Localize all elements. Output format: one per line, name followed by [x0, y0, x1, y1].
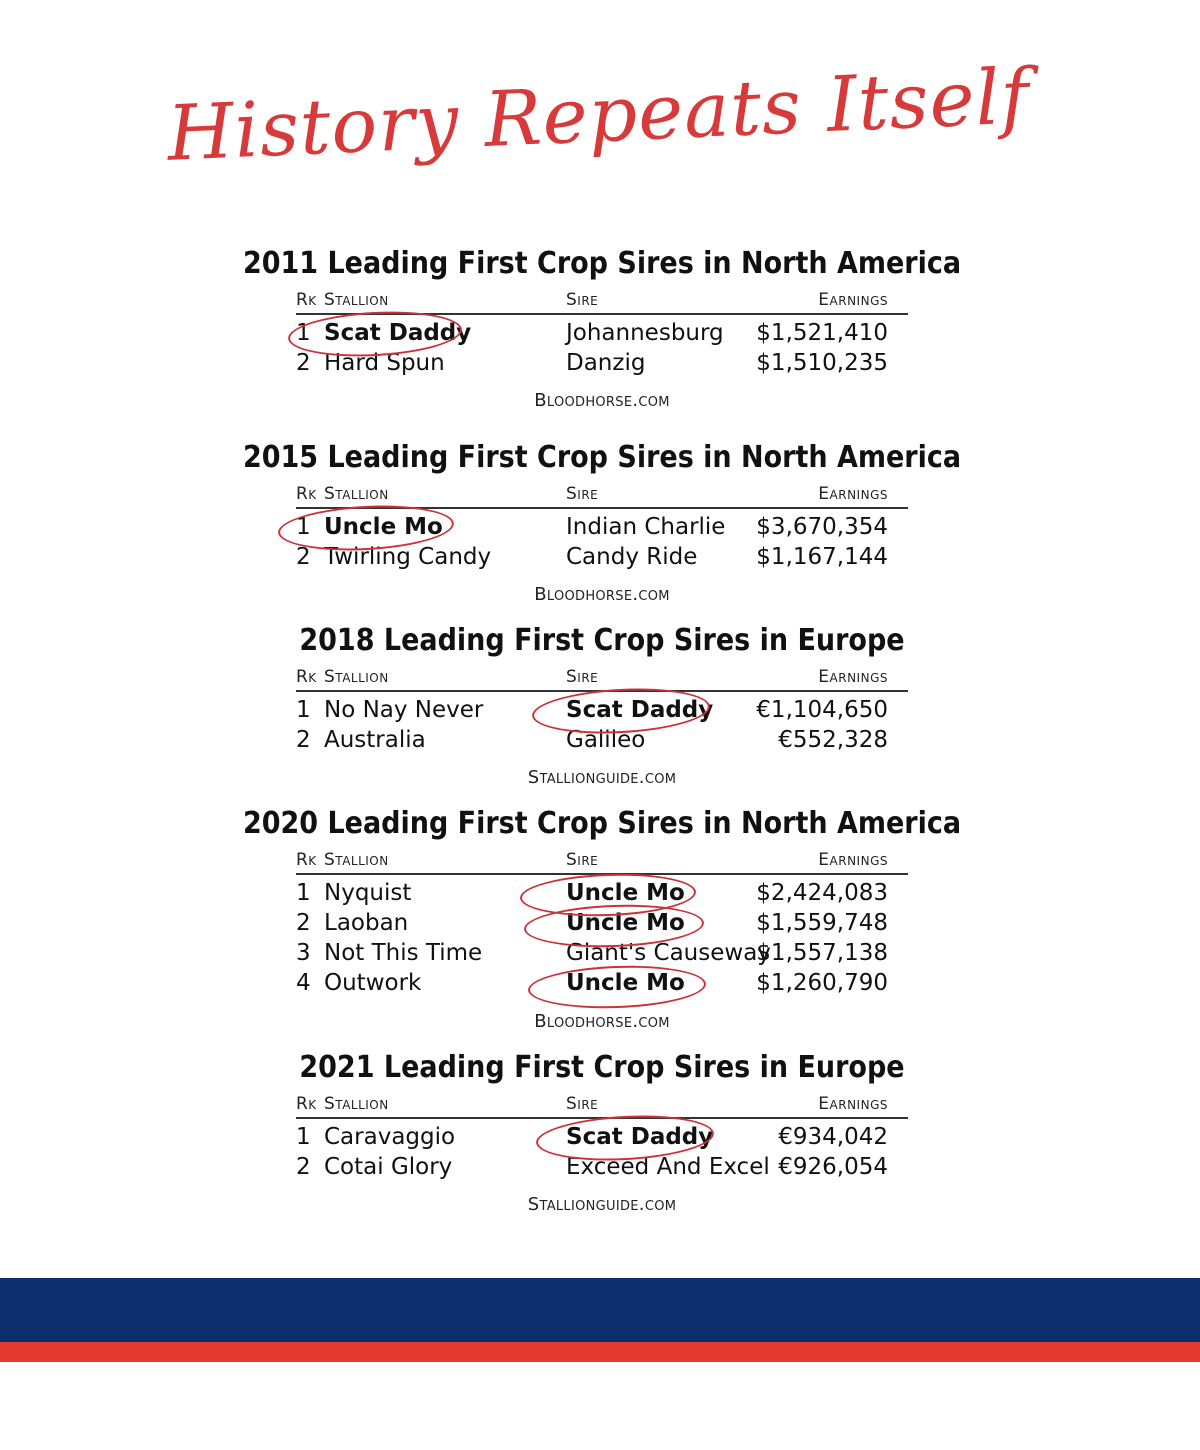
- rank-cell: 2: [296, 544, 311, 570]
- sire-cell: Danzig: [566, 350, 646, 376]
- stallion-cell: Not This Time: [324, 940, 483, 966]
- rank-cell: 2: [296, 727, 311, 753]
- sire-cell: Uncle Mo: [566, 880, 685, 906]
- col-rank-header: Rk: [296, 850, 317, 870]
- stallion-cell: Cotai Glory: [324, 1154, 453, 1180]
- table-row: [296, 348, 908, 378]
- col-rank-header: Rk: [296, 667, 317, 687]
- col-rank-header: Rk: [296, 290, 317, 310]
- source-credit: Bloodhorse.com: [534, 1011, 670, 1032]
- table-row: [296, 938, 908, 968]
- col-sire-header: Sire: [566, 290, 599, 310]
- col-stallion-header: Stallion: [324, 290, 389, 310]
- col-sire-header: Sire: [566, 667, 599, 687]
- stallion-cell: No Nay Never: [324, 697, 484, 723]
- table-header: [296, 850, 908, 872]
- source-credit: Bloodhorse.com: [534, 390, 670, 411]
- sire-cell: Candy Ride: [566, 544, 698, 570]
- col-sire-header: Sire: [566, 1094, 599, 1114]
- header-divider: [296, 873, 908, 875]
- col-sire-header: Sire: [566, 850, 599, 870]
- col-sire-header: Sire: [566, 484, 599, 504]
- table-header: [296, 1094, 908, 1116]
- earnings-cell: $1,510,235: [756, 350, 888, 376]
- rank-cell: 2: [296, 1154, 311, 1180]
- col-rank-header: Rk: [296, 1094, 317, 1114]
- stallion-cell: Scat Daddy: [324, 320, 472, 346]
- table-2018: [296, 623, 908, 793]
- sire-cell: Scat Daddy: [566, 697, 714, 723]
- header-divider: [296, 313, 908, 315]
- rank-cell: 4: [296, 970, 311, 996]
- table-2020: [242, 806, 962, 1036]
- table-row: [296, 908, 908, 938]
- footer-band-blue: [0, 1278, 1200, 1342]
- table-row: [296, 1122, 908, 1152]
- stallion-cell: Caravaggio: [324, 1124, 456, 1150]
- rank-cell: 1: [296, 1124, 311, 1150]
- table-row: [296, 695, 908, 725]
- col-earnings-header: Earnings: [818, 484, 888, 504]
- footer-band-red: [0, 1342, 1200, 1362]
- table-row: [296, 1152, 908, 1182]
- earnings-cell: $3,670,354: [756, 514, 888, 540]
- table-header: [296, 484, 908, 506]
- col-earnings-header: Earnings: [818, 667, 888, 687]
- table-title: 2015 Leading First Crop Sires in North America: [242, 440, 962, 475]
- col-earnings-header: Earnings: [818, 290, 888, 310]
- header-divider: [296, 507, 908, 509]
- table-row: [296, 725, 908, 755]
- col-stallion-header: Stallion: [324, 850, 389, 870]
- earnings-cell: $1,559,748: [756, 910, 888, 936]
- source-credit: Bloodhorse.com: [534, 584, 670, 605]
- table-title: 2021 Leading First Crop Sires in Europe: [299, 1050, 905, 1085]
- earnings-cell: €1,104,650: [756, 697, 888, 723]
- table-title: 2018 Leading First Crop Sires in Europe: [299, 623, 905, 658]
- rank-cell: 3: [296, 940, 311, 966]
- rank-cell: 1: [296, 697, 311, 723]
- earnings-cell: $1,260,790: [756, 970, 888, 996]
- table-2021: [296, 1050, 908, 1220]
- rank-cell: 1: [296, 514, 311, 540]
- stallion-cell: Outwork: [324, 970, 422, 996]
- page-title: History Repeats Itself: [165, 51, 1032, 178]
- table-header: [296, 667, 908, 689]
- table-row: [296, 512, 908, 542]
- source-credit: Stallionguide.com: [527, 1194, 677, 1215]
- table-title: 2011 Leading First Crop Sires in North America: [242, 246, 962, 281]
- earnings-cell: $1,167,144: [756, 544, 888, 570]
- earnings-cell: $2,424,083: [756, 880, 888, 906]
- sire-cell: Galileo: [566, 727, 646, 753]
- stallion-cell: Australia: [324, 727, 426, 753]
- sire-cell: Johannesburg: [566, 320, 724, 346]
- col-earnings-header: Earnings: [818, 850, 888, 870]
- rank-cell: 1: [296, 880, 311, 906]
- sire-cell: Indian Charlie: [566, 514, 726, 540]
- col-stallion-header: Stallion: [324, 667, 389, 687]
- sire-cell: Exceed And Excel: [566, 1154, 770, 1180]
- table-row: [296, 968, 908, 998]
- sire-cell: Scat Daddy: [566, 1124, 714, 1150]
- header-divider: [296, 690, 908, 692]
- header-divider: [296, 1117, 908, 1119]
- earnings-cell: €552,328: [778, 727, 888, 753]
- earnings-cell: $1,557,138: [756, 940, 888, 966]
- rank-cell: 1: [296, 320, 311, 346]
- stallion-cell: Uncle Mo: [324, 514, 443, 540]
- rank-cell: 2: [296, 350, 311, 376]
- stallion-cell: Hard Spun: [324, 350, 445, 376]
- stallion-cell: Twirling Candy: [324, 544, 492, 570]
- table-2011: [242, 246, 962, 416]
- table-2015: [242, 440, 962, 610]
- col-stallion-header: Stallion: [324, 484, 389, 504]
- table-row: [296, 318, 908, 348]
- sire-cell: Uncle Mo: [566, 910, 685, 936]
- col-rank-header: Rk: [296, 484, 317, 504]
- earnings-cell: $1,521,410: [756, 320, 888, 346]
- sire-cell: Uncle Mo: [566, 970, 685, 996]
- col-earnings-header: Earnings: [818, 1094, 888, 1114]
- col-stallion-header: Stallion: [324, 1094, 389, 1114]
- stallion-cell: Laoban: [324, 910, 409, 936]
- table-header: [296, 290, 908, 312]
- sire-cell: Giant's Causeway: [566, 940, 771, 966]
- table-title: 2020 Leading First Crop Sires in North America: [242, 806, 962, 841]
- source-credit: Stallionguide.com: [527, 767, 677, 788]
- earnings-cell: €926,054: [778, 1154, 888, 1180]
- stallion-cell: Nyquist: [324, 880, 412, 906]
- earnings-cell: €934,042: [778, 1124, 888, 1150]
- rank-cell: 2: [296, 910, 311, 936]
- table-row: [296, 878, 908, 908]
- table-row: [296, 542, 908, 572]
